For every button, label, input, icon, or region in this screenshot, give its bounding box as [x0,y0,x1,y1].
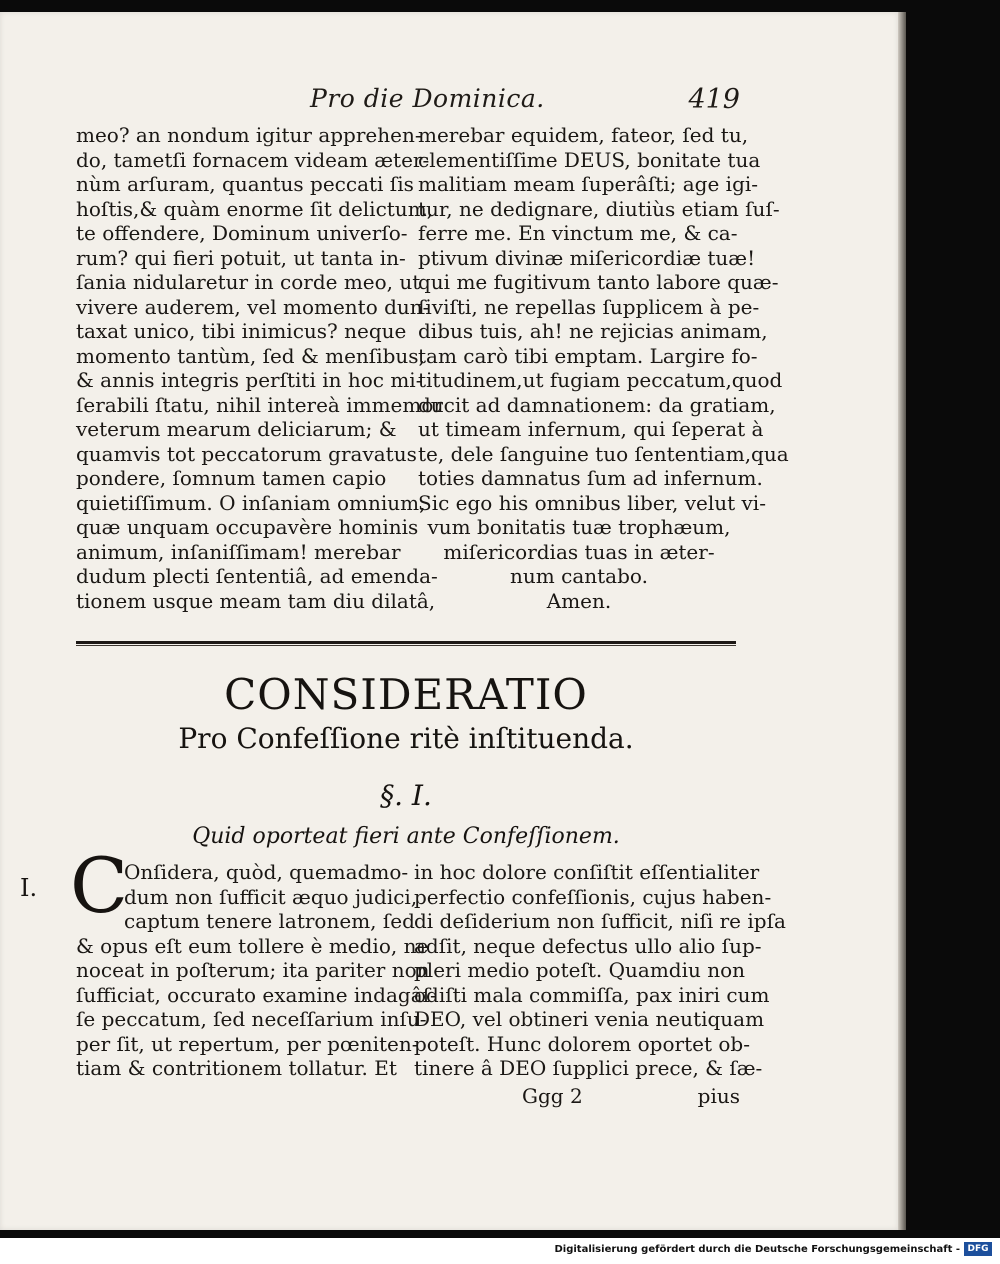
text-line: dudum plecti ſententiâ, ad emenda- [76,564,438,588]
section-number: §. I. [380,779,432,812]
text-line: ut timeam infernum, qui ſeperat à [418,417,764,441]
drop-cap: C [70,841,129,930]
text-line: tionem usque meam tam diu dilatâ, [76,588,436,613]
running-head [310,84,740,118]
footer-credit: Digitalisierung gefördert durch die Deutsche Forschungsgemeinschaft - [554,1244,960,1255]
text-line: ſania nidularetur in corde meo, ut [76,270,421,294]
text-line: & opus eſt eum tollere è medio, ne [76,933,429,958]
text-line: perfectio confeſſionis, cujus haben- [414,884,772,909]
text-line: ſe peccatum, ſed neceſſarium inſu- [76,1007,427,1031]
text-line: te, dele ſanguine tuo ſententiam,qua [418,441,789,466]
closing-line: num cantabo. [510,564,648,588]
text-line: poteſt. Hunc dolorem oportet ob- [414,1031,750,1056]
text-line: quæ unquam occupavère hominis [76,515,419,539]
text-line: animum, inſaniſſimam! merebar [76,539,401,564]
running-title: Pro die Dominica. [310,84,545,113]
page-number: 419 [688,84,740,115]
text-line: adſit, neque defectus ullo alio ſup- [414,933,762,958]
text-line: meo? an nondum igitur apprehen- [76,123,422,147]
text-line: dibus tuis, ah! ne rejicias animam, [418,319,768,343]
text-line: pleri medio poteſt. Quamdiu non [414,958,746,982]
text-line: DEO, vel obtineri venia neutiquam [414,1007,765,1031]
text-line: clementiſſime DEUS, bonitate tua [418,147,761,172]
text-line: qui me fugitivum tanto labore quæ- [418,270,779,294]
text-line: hoſtis,& quàm enorme ſit delictum, [76,196,434,221]
top-left-column [76,123,443,613]
bottom-left-column [76,860,437,1081]
section-title: Quid oporteat fieri ante Confeſſionem. [192,824,620,849]
text-line: nùm arſuram, quantus peccati ſis [76,172,414,196]
text-line: malitiam meam ſuperâſti; age igi- [418,172,759,196]
text-line: ſerabili ſtatu, nihil intereà immemor [76,392,443,417]
text-line: titudinem,ut fugiam peccatum,quod [418,368,783,392]
dfg-logo-icon: DFG [964,1242,992,1256]
chapter-subheading: Pro Confeſſione ritè inſtituenda. [178,722,634,755]
text-line: odiſti mala commiſſa, pax iniri cum [414,982,770,1007]
text-line: ſiviſti, ne repellas ſupplicem à pe- [418,294,760,319]
closing-line: vum bonitatis tuæ trophæum, [427,515,731,539]
text-line: captum tenere latronem, ſed [124,909,415,933]
text-line: taxat unico, tibi inimicus? neque [76,319,407,343]
text-line: toties damnatus ſum ad infernum. [418,466,763,490]
margin-number: I. [20,874,38,902]
text-line: vivere auderem, vel momento dun- [76,294,430,319]
text-line: tam carò tibi emptam. Largire fo- [418,343,758,368]
signature-mark: Ggg 2 [522,1084,583,1108]
text-line: noceat in poſterum; ita pariter non [76,958,430,982]
text-line: Sic ego his omnibus liber, velut vi- [418,490,766,515]
text-line: ptivum divinæ miſericordiæ tuæ! [418,245,756,270]
text-line: quietiſſimum. O inſaniam omnium, [76,490,426,515]
page-edge [898,12,906,1230]
text-line: & annis integris perſtiti in hoc mi- [76,368,423,392]
section-divider-rule [76,641,736,647]
text-line: quamvis tot peccatorum gravatus [76,441,417,466]
text-line: momento tantùm, ſed & menſibus, [76,343,425,368]
page-catchline [414,1084,740,1110]
text-line: tur, ne dedignare, diutiùs etiam ſuſ- [418,196,780,221]
text-line: merebar equidem, fateor, ſed tu, [418,123,749,147]
text-line: te offendere, Dominum univerſo- [76,221,408,245]
text-line: dum non ſufficit æquo judici, [124,884,418,909]
text-line: di deſiderium non ſufficit, niſi re ipſa [414,909,786,933]
catchword: pius [697,1084,740,1108]
text-line: per ſit, ut repertum, per pœniten- [76,1031,419,1056]
text-line: Onſidera, quòd, quemadmo- [124,860,409,884]
bottom-right-column [414,860,786,1081]
text-line: rum? qui fieri potuit, ut tanta in- [76,245,406,270]
text-line: in hoc dolore conſiſtit eſſentialiter [414,860,760,884]
text-line: ſufficiat, occurato examine indagâſ- [76,982,437,1007]
text-line: pondere, ſomnum tamen capio [76,466,387,490]
text-line: do, tametſi fornacem videam æter- [76,147,430,172]
footer-bar [0,1238,1000,1264]
closing-line: Amen. [546,588,612,613]
book-page [0,12,898,1230]
text-line: tiam & contritionem tollatur. Et [76,1056,397,1080]
text-line: ducit ad damnationem: da gratiam, [418,392,776,417]
closing-line: miſericordias tuas in æter- [443,539,715,564]
text-line: veterum mearum deliciarum; & [76,417,397,441]
text-line: tinere â DEO ſupplici prece, & ſæ- [414,1056,763,1080]
text-line: ferre me. En vinctum me, & ca- [418,221,738,245]
top-right-column [418,123,789,613]
chapter-heading: CONSIDERATIO [224,670,588,719]
